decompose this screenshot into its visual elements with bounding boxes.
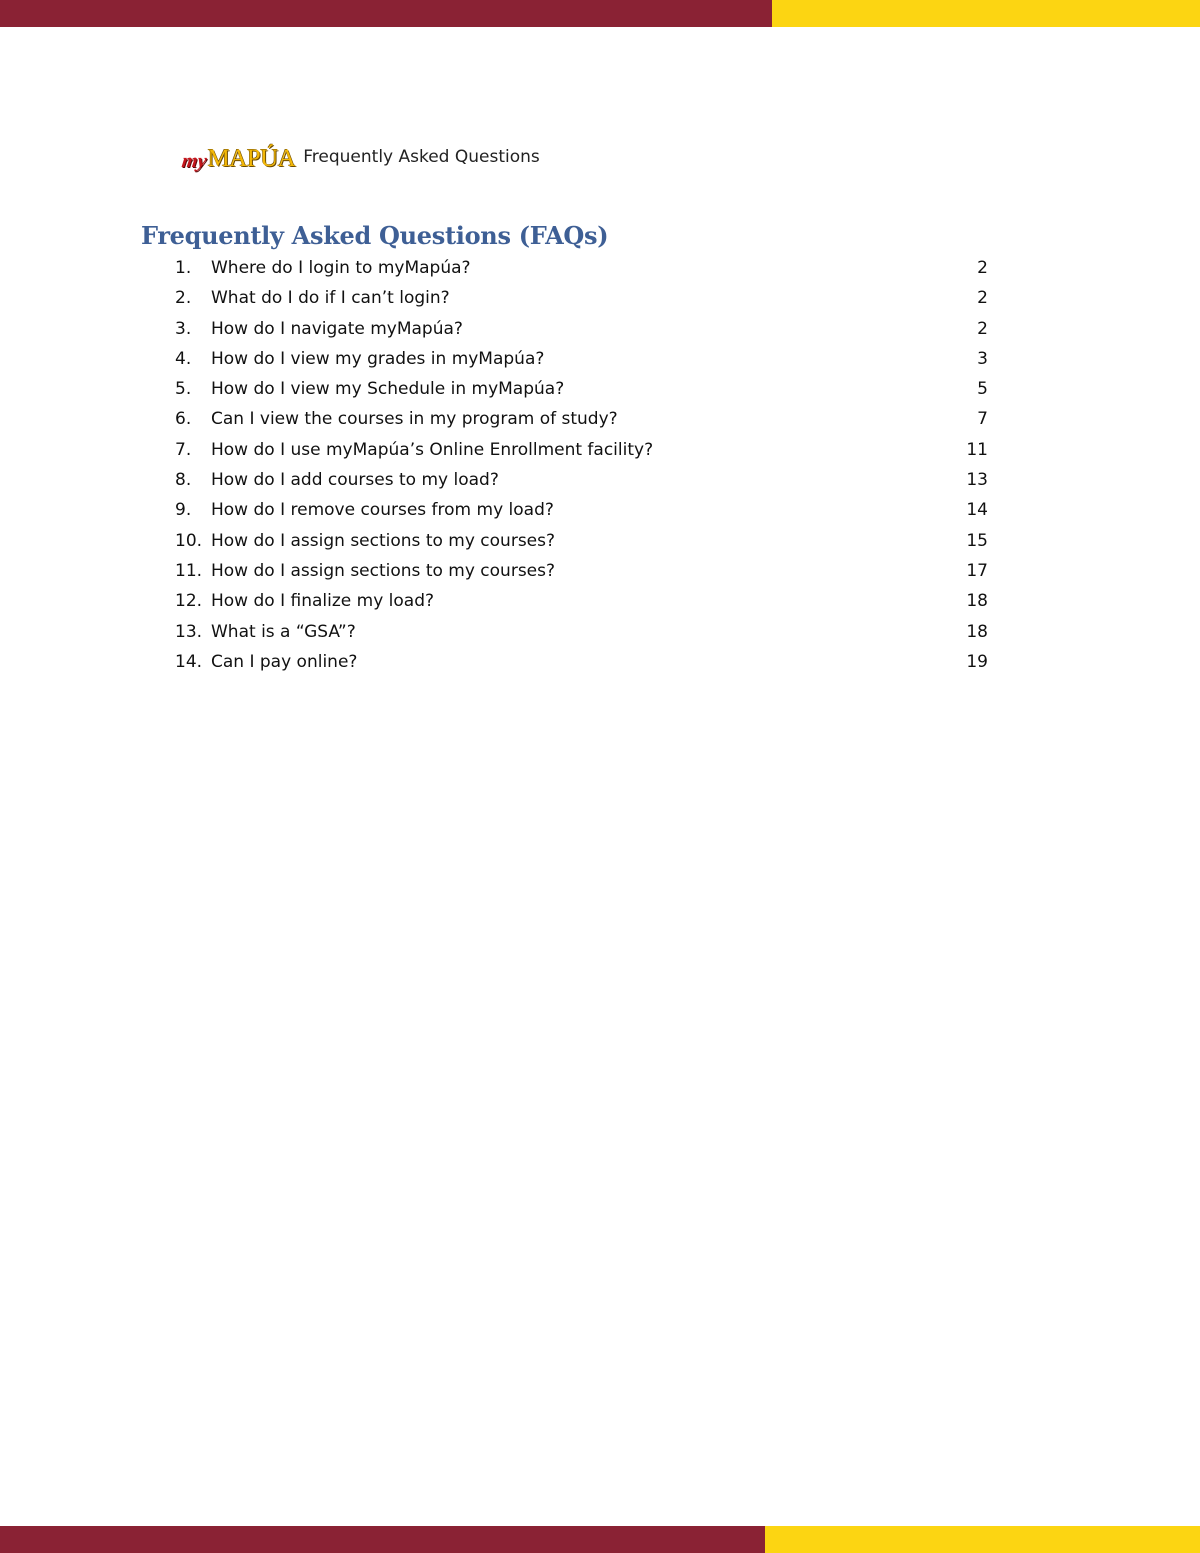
toc-entry-number: 7.	[175, 439, 192, 460]
toc-entry-number: 12.	[175, 591, 203, 612]
toc-entry-page[interactable]: 18	[966, 621, 988, 642]
toc-entry-question[interactable]: Can I pay online?	[211, 651, 358, 672]
toc-entry-number: 11.	[175, 560, 203, 581]
toc-entry-number: 2.	[175, 288, 192, 309]
toc-entry-page[interactable]: 7	[977, 409, 988, 430]
toc-entry-page[interactable]: 13	[966, 470, 988, 491]
mymapua-logo	[182, 141, 295, 171]
toc-entry-page[interactable]: 14	[966, 500, 988, 521]
toc-entry-question[interactable]: How do I view my grades in myMapúa?	[211, 348, 545, 369]
toc-entry-number: 4.	[175, 348, 192, 369]
toc-entry[interactable]	[0, 648, 1200, 678]
toc-entry-question[interactable]: How do I use myMapúa’s Online Enrollment facility?	[211, 439, 654, 460]
toc-entry-number: 6.	[175, 409, 192, 430]
table-of-contents	[0, 254, 1200, 678]
toc-entry-page[interactable]: 2	[977, 288, 988, 309]
toc-entry-question[interactable]: How do I assign sections to my courses?	[211, 560, 556, 581]
logo-prefix: my	[180, 150, 208, 172]
toc-entry[interactable]	[0, 587, 1200, 617]
toc-entry-number: 5.	[175, 379, 192, 400]
toc-entry-page[interactable]: 3	[977, 348, 988, 369]
toc-entry-number: 14.	[175, 651, 203, 672]
toc-entry[interactable]	[0, 618, 1200, 648]
top-color-band	[0, 0, 1200, 27]
toc-entry[interactable]	[0, 527, 1200, 557]
toc-entry-number: 1.	[175, 258, 192, 278]
toc-entry-number: 10.	[175, 530, 203, 551]
toc-entry[interactable]	[0, 405, 1200, 435]
toc-entry-question[interactable]: How do I add courses to my load?	[211, 470, 499, 491]
toc-entry-page[interactable]: 2	[977, 318, 988, 339]
toc-entry[interactable]	[0, 496, 1200, 526]
toc-entry-question[interactable]: Can I view the courses in my program of study?	[211, 409, 618, 430]
bottom-color-band	[0, 1526, 1200, 1553]
header-title: Frequently Asked Questions	[303, 147, 540, 167]
toc-entry-number: 8.	[175, 470, 192, 491]
toc-entry-number: 13.	[175, 621, 203, 642]
toc-entry-page[interactable]: 19	[966, 651, 988, 672]
toc-entry-page[interactable]: 5	[977, 379, 988, 400]
toc-entry[interactable]	[0, 436, 1200, 466]
toc-entry[interactable]	[0, 315, 1200, 345]
toc-entry-number: 9.	[175, 500, 192, 521]
toc-entry-question[interactable]: What do I do if I can’t login?	[211, 288, 450, 309]
top-maroon-bar	[0, 0, 772, 27]
toc-entry-page[interactable]: 17	[966, 560, 988, 581]
toc-entry-page[interactable]: 15	[966, 530, 988, 551]
bottom-gold-bar	[765, 1526, 1200, 1553]
toc-entry-number: 3.	[175, 318, 192, 339]
page-header	[182, 137, 540, 171]
bottom-maroon-bar	[0, 1526, 765, 1553]
toc-entry[interactable]	[0, 557, 1200, 587]
toc-entry-question[interactable]: How do I navigate myMapúa?	[211, 318, 463, 339]
toc-entry-question[interactable]: How do I assign sections to my courses?	[211, 530, 556, 551]
toc-entry[interactable]	[0, 284, 1200, 314]
toc-entry-question[interactable]: How do I view my Schedule in myMapúa?	[211, 379, 565, 400]
logo-name: MAPÚA	[207, 145, 296, 172]
toc-entry[interactable]	[0, 254, 1200, 284]
toc-entry-page[interactable]: 11	[966, 439, 988, 460]
toc-entry[interactable]	[0, 466, 1200, 496]
toc-entry[interactable]	[0, 345, 1200, 375]
page-title: Frequently Asked Questions (FAQs)	[141, 221, 609, 250]
top-gold-bar	[772, 0, 1200, 27]
toc-entry-question[interactable]: How do I finalize my load?	[211, 591, 435, 612]
toc-entry-question[interactable]: Where do I login to myMapúa?	[211, 258, 471, 278]
toc-entry-page[interactable]: 2	[977, 258, 988, 278]
toc-entry-page[interactable]: 18	[966, 591, 988, 612]
toc-entry-question[interactable]: What is a “GSA”?	[211, 621, 356, 642]
toc-entry[interactable]	[0, 375, 1200, 405]
toc-entry-question[interactable]: How do I remove courses from my load?	[211, 500, 554, 521]
